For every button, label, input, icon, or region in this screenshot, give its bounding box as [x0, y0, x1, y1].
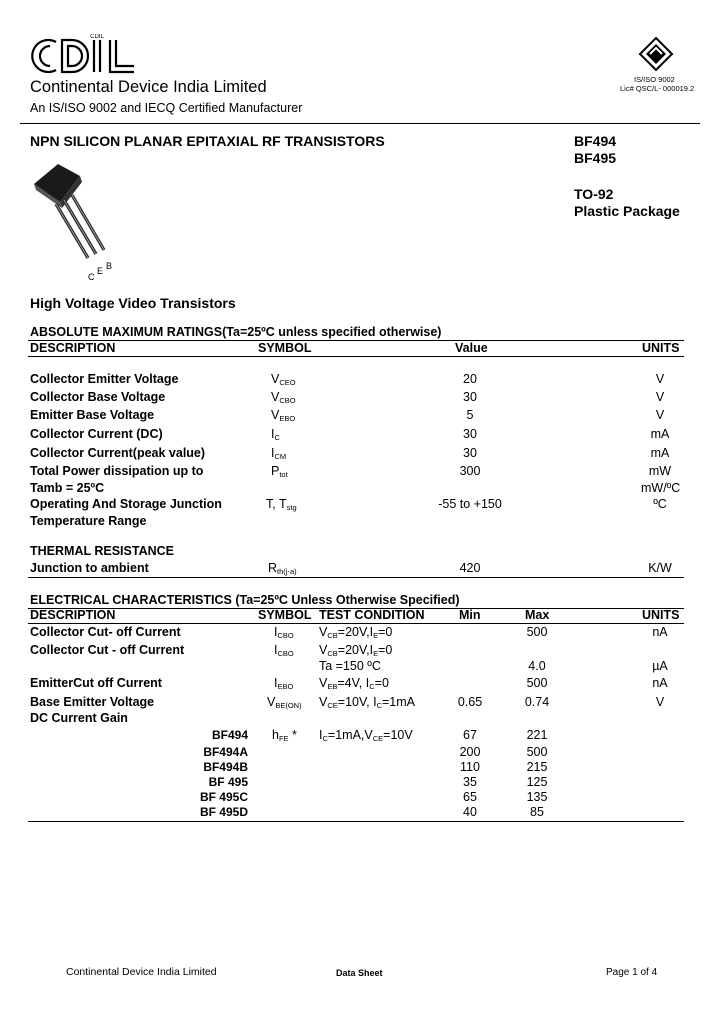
- logo-lettering: CDIL: [90, 34, 104, 40]
- col-value: Value: [455, 341, 488, 355]
- gain-max: 221: [526, 728, 548, 742]
- icbo2-max: 4.0: [528, 659, 546, 673]
- rating-unit: mW: [648, 464, 672, 478]
- gain-part: BF494B: [203, 760, 248, 774]
- rating-value: 30: [463, 390, 477, 404]
- company-name: Continental Device India Limited: [30, 78, 267, 96]
- gain-min: 200: [459, 745, 481, 759]
- certification-logo: [638, 36, 674, 74]
- thermal-symbol: $R_{th(j-a)}$: [268, 561, 297, 576]
- rating-unit: V: [655, 408, 665, 422]
- part-number-1: BF494: [574, 133, 617, 149]
- gain-max: 215: [526, 760, 548, 774]
- elec-col-test: TEST CONDITION: [319, 608, 425, 622]
- rating-value: 20: [463, 372, 477, 386]
- thermal-value: 420: [459, 561, 481, 575]
- thermal-unit: K/W: [648, 561, 672, 575]
- rating-value: 30: [463, 446, 477, 460]
- gain-min: 110: [460, 760, 480, 774]
- cert-line-1: IS/ISO 9002: [634, 75, 675, 84]
- abs-max-header-rule: [28, 356, 684, 357]
- vbe-test: $V_{CE}=10V$, $I_C=1mA$: [319, 695, 416, 710]
- vbe-unit: V: [655, 695, 665, 709]
- temp-value: -55 to +150: [438, 497, 502, 511]
- footer-page: Page 1 of 4: [606, 967, 658, 978]
- temp-desc-1: Operating And Storage Junction: [30, 497, 222, 511]
- col-symbol: SYMBOL: [258, 341, 312, 355]
- icbo2-unit: µA: [652, 659, 668, 673]
- elec-col-units: UNITS: [642, 608, 680, 622]
- icbo2-test: $V_{CB}=20V,I_E=0$: [319, 643, 393, 658]
- iebo-symbol: $I_{EBO}$: [274, 676, 294, 691]
- gain-max: 135: [526, 790, 548, 804]
- vbe-min: 0.65: [457, 695, 483, 709]
- vbe-desc: Base Emitter Voltage: [30, 695, 155, 709]
- gain-part: BF 495: [208, 775, 248, 789]
- rating-unit: V: [655, 390, 665, 404]
- rating-desc: Emitter Base Voltage: [30, 408, 155, 422]
- package-name: TO-92: [574, 186, 614, 202]
- tamb-unit: mW/ºC: [641, 481, 681, 495]
- gain-test: $I_C=1mA,V_{CE}=10V$: [319, 728, 413, 743]
- elec-col-min: Min: [459, 608, 481, 622]
- temp-desc-2: Temperature Range: [30, 514, 147, 528]
- rating-desc: Collector Current(peak value): [30, 446, 206, 460]
- gain-symbol: $h_{FE}$ *: [272, 728, 297, 743]
- rating-symbol: $V_{CBO}$: [271, 390, 296, 405]
- elec-col-description: DESCRIPTION: [30, 608, 116, 622]
- iebo-max: 500: [526, 676, 548, 690]
- gain-min: 40: [463, 805, 477, 819]
- rating-desc: Collector Emitter Voltage: [30, 372, 179, 386]
- package-type: Plastic Package: [574, 203, 680, 219]
- rating-desc: Collector Current (DC): [30, 427, 163, 441]
- thermal-bottom-rule: [28, 577, 684, 578]
- abs-max-top-rule: [28, 340, 684, 341]
- vbe-symbol: $V_{BE(ON)}$: [267, 695, 302, 710]
- rating-symbol: $I_{CM}$: [271, 446, 287, 461]
- footer-company: Continental Device India Limited: [66, 966, 217, 978]
- elec-header-rule: [28, 623, 684, 624]
- icbo2-temp-test: Ta =150 ºC: [319, 659, 381, 673]
- to92-package-image: [30, 158, 120, 270]
- rating-symbol: $I_C$: [271, 427, 280, 442]
- gain-min: 65: [463, 790, 477, 804]
- gain-max: 125: [526, 775, 548, 789]
- icbo-test: $V_{CB}=20V,I_E=0$: [319, 625, 393, 640]
- rating-symbol: $P_{tot}$: [271, 464, 288, 479]
- rating-value: 30: [463, 427, 477, 441]
- temp-unit: ºC: [653, 497, 667, 511]
- rating-value: 5: [466, 408, 474, 422]
- gain-part: BF 495D: [199, 805, 248, 819]
- gain-max: 85: [530, 805, 544, 819]
- icbo2-desc: Collector Cut - off Current: [30, 643, 185, 657]
- elec-col-symbol: SYMBOL: [258, 608, 312, 622]
- cdil-logo: [30, 34, 140, 78]
- pin-label-b: B: [106, 261, 113, 271]
- col-units: UNITS: [642, 341, 680, 355]
- gain-part: BF 495C: [199, 790, 248, 804]
- icbo-unit: nA: [652, 625, 668, 639]
- rating-desc: Collector Base Voltage: [30, 390, 166, 404]
- col-description: DESCRIPTION: [30, 341, 116, 355]
- gain-min: 67: [463, 728, 477, 742]
- rating-symbol: $V_{CEO}$: [271, 372, 296, 387]
- iebo-unit: nA: [652, 676, 668, 690]
- icbo-desc: Collector Cut- off Current: [30, 625, 181, 639]
- iebo-test: $V_{EB}=4V$, $I_C=0$: [319, 676, 389, 691]
- icbo-symbol: $I_{CBO}$: [274, 625, 294, 640]
- header-divider: [20, 123, 700, 124]
- gain-desc: DC Current Gain: [30, 711, 128, 725]
- thermal-desc: Junction to ambient: [30, 561, 149, 575]
- elec-bottom-rule: [28, 821, 684, 822]
- rating-desc: Total Power dissipation up to: [30, 464, 204, 478]
- icbo2-symbol: $I_{CBO}$: [274, 643, 294, 658]
- part-number-2: BF495: [574, 150, 617, 166]
- pin-label-e: E: [97, 266, 104, 276]
- elec-heading: ELECTRICAL CHARACTERISTICS (Ta=25ºC Unless Otherwise Specified): [30, 593, 460, 607]
- gain-max: 500: [526, 745, 548, 759]
- icbo-max: 500: [526, 625, 548, 639]
- thermal-heading: THERMAL RESISTANCE: [30, 544, 174, 558]
- footer-data-sheet: Data Sheet: [336, 968, 383, 978]
- gain-part: BF494A: [203, 745, 248, 759]
- rating-unit: mA: [650, 427, 670, 441]
- rating-unit: V: [655, 372, 665, 386]
- rating-unit: mA: [650, 446, 670, 460]
- gain-part: BF494: [211, 728, 248, 742]
- pin-label-c: C: [88, 272, 95, 282]
- rating-value: 300: [459, 464, 481, 478]
- abs-max-heading: ABSOLUTE MAXIMUM RATINGS(Ta=25ºC unless specified otherwise): [30, 325, 442, 339]
- vbe-max: 0.74: [524, 695, 550, 709]
- temp-symbol: T, $T_{stg}$: [266, 497, 297, 512]
- cert-line-2: Lic# QSC/L- 000019.2: [620, 84, 695, 93]
- gain-min: 35: [463, 775, 477, 789]
- tagline: An IS/ISO 9002 and IECQ Certified Manufacturer: [30, 101, 303, 115]
- elec-col-max: Max: [525, 608, 550, 622]
- iebo-desc: EmitterCut off Current: [30, 676, 162, 690]
- subtitle: High Voltage Video Transistors: [30, 295, 236, 311]
- tamb-desc: Tamb = 25ºC: [30, 481, 105, 495]
- main-title: NPN SILICON PLANAR EPITAXIAL RF TRANSISTORS: [30, 133, 385, 149]
- rating-symbol: $V_{EBO}$: [271, 408, 296, 423]
